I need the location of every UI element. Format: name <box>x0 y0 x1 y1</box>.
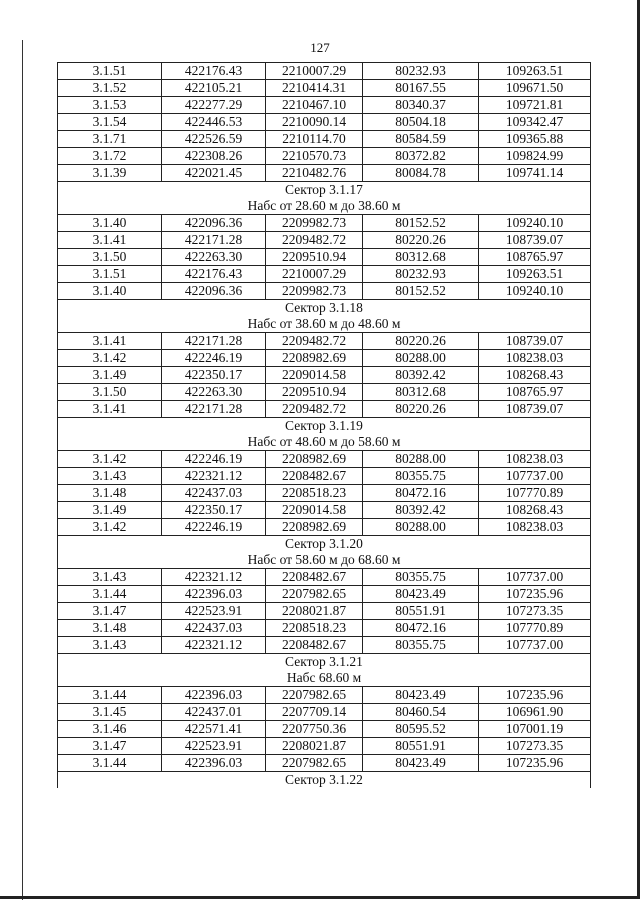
table-cell: 107273.35 <box>479 738 591 755</box>
table-cell: 3.1.43 <box>58 468 162 485</box>
table-cell: 109240.10 <box>479 283 591 300</box>
table-cell: 422396.03 <box>162 755 266 772</box>
table-cell: 107737.00 <box>479 637 591 654</box>
table-cell: 107273.35 <box>479 603 591 620</box>
table-cell: 3.1.71 <box>58 131 162 148</box>
table-cell: 422446.53 <box>162 114 266 131</box>
table-cell: 109263.51 <box>479 63 591 80</box>
table-row <box>58 80 591 97</box>
coordinates-table-body <box>58 63 591 789</box>
sector-title: Сектор 3.1.22 <box>58 772 591 789</box>
table-cell: 3.1.45 <box>58 704 162 721</box>
table-cell: 3.1.42 <box>58 451 162 468</box>
table-cell: 2208021.87 <box>266 603 363 620</box>
table-cell: 422571.41 <box>162 721 266 738</box>
sector-title: Сектор 3.1.17 <box>58 182 591 199</box>
table-row <box>58 721 591 738</box>
sector-header-row <box>58 300 591 317</box>
table-cell: 422171.28 <box>162 401 266 418</box>
table-cell: 80551.91 <box>363 738 479 755</box>
table-cell: 108765.97 <box>479 249 591 266</box>
table-cell: 2209014.58 <box>266 367 363 384</box>
table-cell: 80460.54 <box>363 704 479 721</box>
sector-height-row <box>58 198 591 215</box>
table-cell: 2209510.94 <box>266 384 363 401</box>
table-cell: 109671.50 <box>479 80 591 97</box>
sector-title: Сектор 3.1.19 <box>58 418 591 435</box>
table-cell: 422096.36 <box>162 215 266 232</box>
table-row <box>58 148 591 165</box>
table-row <box>58 755 591 772</box>
sector-header-row <box>58 654 591 671</box>
table-cell: 2208518.23 <box>266 620 363 637</box>
table-cell: 2209482.72 <box>266 333 363 350</box>
table-cell: 80220.26 <box>363 232 479 249</box>
table-cell: 422396.03 <box>162 586 266 603</box>
table-cell: 80584.59 <box>363 131 479 148</box>
sector-title: Сектор 3.1.20 <box>58 536 591 553</box>
table-cell: 2208982.69 <box>266 350 363 367</box>
table-cell: 108739.07 <box>479 401 591 418</box>
table-cell: 107235.96 <box>479 687 591 704</box>
table-cell: 107235.96 <box>479 586 591 603</box>
table-cell: 2208982.69 <box>266 519 363 536</box>
table-cell: 80423.49 <box>363 755 479 772</box>
sector-height-row <box>58 552 591 569</box>
table-cell: 109721.81 <box>479 97 591 114</box>
table-cell: 422350.17 <box>162 367 266 384</box>
table-cell: 422523.91 <box>162 738 266 755</box>
sector-header-row <box>58 182 591 199</box>
table-row <box>58 620 591 637</box>
table-cell: 3.1.41 <box>58 333 162 350</box>
table-cell: 2210090.14 <box>266 114 363 131</box>
table-cell: 2207982.65 <box>266 755 363 772</box>
table-cell: 3.1.54 <box>58 114 162 131</box>
table-cell: 422526.59 <box>162 131 266 148</box>
table-cell: 2209482.72 <box>266 401 363 418</box>
table-row <box>58 704 591 721</box>
table-cell: 3.1.40 <box>58 283 162 300</box>
table-cell: 108268.43 <box>479 367 591 384</box>
table-cell: 2207709.14 <box>266 704 363 721</box>
table-cell: 422263.30 <box>162 249 266 266</box>
table-row <box>58 249 591 266</box>
table-cell: 107001.19 <box>479 721 591 738</box>
table-cell: 3.1.43 <box>58 637 162 654</box>
table-cell: 422246.19 <box>162 451 266 468</box>
table-cell: 2207750.36 <box>266 721 363 738</box>
table-cell: 422321.12 <box>162 569 266 586</box>
table-cell: 107770.89 <box>479 485 591 502</box>
table-row <box>58 232 591 249</box>
table-cell: 108238.03 <box>479 519 591 536</box>
sector-header-row <box>58 418 591 435</box>
table-cell: 80167.55 <box>363 80 479 97</box>
table-cell: 80504.18 <box>363 114 479 131</box>
table-cell: 80152.52 <box>363 215 479 232</box>
table-cell: 422096.36 <box>162 283 266 300</box>
table-cell: 2208482.67 <box>266 637 363 654</box>
scan-edge-left <box>22 40 23 900</box>
table-cell: 422523.91 <box>162 603 266 620</box>
table-cell: 422396.03 <box>162 687 266 704</box>
table-cell: 80232.93 <box>363 63 479 80</box>
table-cell: 80152.52 <box>363 283 479 300</box>
table-cell: 2208518.23 <box>266 485 363 502</box>
table-cell: 80084.78 <box>363 165 479 182</box>
table-cell: 422021.45 <box>162 165 266 182</box>
sector-height-range: Набс от 38.60 м до 48.60 м <box>58 316 591 333</box>
table-cell: 108238.03 <box>479 451 591 468</box>
table-cell: 422246.19 <box>162 350 266 367</box>
table-row <box>58 485 591 502</box>
table-cell: 422350.17 <box>162 502 266 519</box>
table-cell: 422437.03 <box>162 485 266 502</box>
table-cell: 80220.26 <box>363 333 479 350</box>
table-cell: 80312.68 <box>363 384 479 401</box>
table-row <box>58 586 591 603</box>
table-cell: 80232.93 <box>363 266 479 283</box>
table-cell: 108765.97 <box>479 384 591 401</box>
table-cell: 3.1.46 <box>58 721 162 738</box>
table-cell: 3.1.51 <box>58 63 162 80</box>
table-cell: 109741.14 <box>479 165 591 182</box>
table-row <box>58 165 591 182</box>
table-cell: 3.1.43 <box>58 569 162 586</box>
table-cell: 3.1.41 <box>58 401 162 418</box>
table-cell: 80472.16 <box>363 620 479 637</box>
sector-height-range: Набс 68.60 м <box>58 670 591 687</box>
table-cell: 80595.52 <box>363 721 479 738</box>
table-cell: 80355.75 <box>363 569 479 586</box>
table-cell: 2210467.10 <box>266 97 363 114</box>
table-cell: 109824.99 <box>479 148 591 165</box>
table-cell: 2210570.73 <box>266 148 363 165</box>
table-cell: 80340.37 <box>363 97 479 114</box>
table-row <box>58 401 591 418</box>
table-cell: 107737.00 <box>479 468 591 485</box>
table-cell: 422105.21 <box>162 80 266 97</box>
table-cell: 422246.19 <box>162 519 266 536</box>
table-cell: 3.1.52 <box>58 80 162 97</box>
table-cell: 422176.43 <box>162 63 266 80</box>
table-cell: 2207982.65 <box>266 586 363 603</box>
table-cell: 422437.03 <box>162 620 266 637</box>
page-number: 127 <box>310 40 330 55</box>
table-cell: 422176.43 <box>162 266 266 283</box>
sector-height-range: Набс от 48.60 м до 58.60 м <box>58 434 591 451</box>
table-row <box>58 384 591 401</box>
table-cell: 80355.75 <box>363 468 479 485</box>
table-row <box>58 687 591 704</box>
table-row <box>58 63 591 80</box>
table-cell: 2209014.58 <box>266 502 363 519</box>
table-cell: 2208021.87 <box>266 738 363 755</box>
table-cell: 422308.26 <box>162 148 266 165</box>
table-cell: 2208482.67 <box>266 569 363 586</box>
table-cell: 422277.29 <box>162 97 266 114</box>
table-cell: 2210007.29 <box>266 266 363 283</box>
table-cell: 3.1.49 <box>58 367 162 384</box>
table-cell: 2209982.73 <box>266 283 363 300</box>
table-cell: 3.1.49 <box>58 502 162 519</box>
table-cell: 2209510.94 <box>266 249 363 266</box>
table-cell: 422437.01 <box>162 704 266 721</box>
table-cell: 3.1.44 <box>58 755 162 772</box>
table-row <box>58 283 591 300</box>
table-cell: 422171.28 <box>162 232 266 249</box>
table-cell: 3.1.72 <box>58 148 162 165</box>
sector-header-row <box>58 536 591 553</box>
table-row <box>58 350 591 367</box>
table-cell: 2208982.69 <box>266 451 363 468</box>
table-cell: 80312.68 <box>363 249 479 266</box>
table-row <box>58 451 591 468</box>
table-cell: 2209482.72 <box>266 232 363 249</box>
table-cell: 3.1.44 <box>58 586 162 603</box>
table-cell: 3.1.42 <box>58 519 162 536</box>
table-row <box>58 519 591 536</box>
table-row <box>58 603 591 620</box>
table-cell: 80472.16 <box>363 485 479 502</box>
coordinates-table <box>57 62 591 788</box>
table-cell: 3.1.53 <box>58 97 162 114</box>
table-row <box>58 502 591 519</box>
table-cell: 3.1.48 <box>58 620 162 637</box>
table-cell: 107770.89 <box>479 620 591 637</box>
table-cell: 80288.00 <box>363 451 479 468</box>
table-cell: 2207982.65 <box>266 687 363 704</box>
table-row <box>58 738 591 755</box>
table-cell: 107235.96 <box>479 755 591 772</box>
table-row <box>58 131 591 148</box>
table-cell: 3.1.48 <box>58 485 162 502</box>
table-row <box>58 333 591 350</box>
table-row <box>58 114 591 131</box>
table-cell: 106961.90 <box>479 704 591 721</box>
sector-height-row <box>58 316 591 333</box>
table-cell: 2210414.31 <box>266 80 363 97</box>
table-cell: 2210482.76 <box>266 165 363 182</box>
table-row <box>58 266 591 283</box>
table-cell: 109240.10 <box>479 215 591 232</box>
table-cell: 108739.07 <box>479 333 591 350</box>
table-cell: 3.1.44 <box>58 687 162 704</box>
sector-title: Сектор 3.1.21 <box>58 654 591 671</box>
table-cell: 107737.00 <box>479 569 591 586</box>
sector-height-range: Набс от 58.60 м до 68.60 м <box>58 552 591 569</box>
table-cell: 109365.88 <box>479 131 591 148</box>
table-cell: 80288.00 <box>363 519 479 536</box>
table-cell: 80220.26 <box>363 401 479 418</box>
table-cell: 80355.75 <box>363 637 479 654</box>
table-cell: 422263.30 <box>162 384 266 401</box>
sector-height-row <box>58 670 591 687</box>
table-cell: 422321.12 <box>162 637 266 654</box>
table-cell: 422171.28 <box>162 333 266 350</box>
table-cell: 3.1.40 <box>58 215 162 232</box>
table-row <box>58 367 591 384</box>
table-cell: 3.1.41 <box>58 232 162 249</box>
table-cell: 3.1.47 <box>58 603 162 620</box>
table-row <box>58 569 591 586</box>
table-cell: 80423.49 <box>363 586 479 603</box>
table-cell: 80551.91 <box>363 603 479 620</box>
table-cell: 3.1.50 <box>58 249 162 266</box>
table-cell: 80392.42 <box>363 502 479 519</box>
table-cell: 422321.12 <box>162 468 266 485</box>
table-cell: 80423.49 <box>363 687 479 704</box>
table-row <box>58 468 591 485</box>
sector-title: Сектор 3.1.18 <box>58 300 591 317</box>
table-row <box>58 215 591 232</box>
table-cell: 3.1.51 <box>58 266 162 283</box>
table-cell: 109263.51 <box>479 266 591 283</box>
table-cell: 80288.00 <box>363 350 479 367</box>
table-row <box>58 637 591 654</box>
table-cell: 3.1.42 <box>58 350 162 367</box>
table-cell: 3.1.47 <box>58 738 162 755</box>
table-cell: 3.1.50 <box>58 384 162 401</box>
table-cell: 108268.43 <box>479 502 591 519</box>
table-cell: 3.1.39 <box>58 165 162 182</box>
table-row <box>58 97 591 114</box>
sector-height-row <box>58 434 591 451</box>
table-cell: 2210114.70 <box>266 131 363 148</box>
table-cell: 109342.47 <box>479 114 591 131</box>
sector-height-range: Набс от 28.60 м до 38.60 м <box>58 198 591 215</box>
table-cell: 108739.07 <box>479 232 591 249</box>
table-cell: 80392.42 <box>363 367 479 384</box>
table-cell: 2208482.67 <box>266 468 363 485</box>
table-cell: 80372.82 <box>363 148 479 165</box>
table-cell: 2210007.29 <box>266 63 363 80</box>
table-cell: 108238.03 <box>479 350 591 367</box>
table-cell: 2209982.73 <box>266 215 363 232</box>
sector-header-row <box>58 772 591 789</box>
